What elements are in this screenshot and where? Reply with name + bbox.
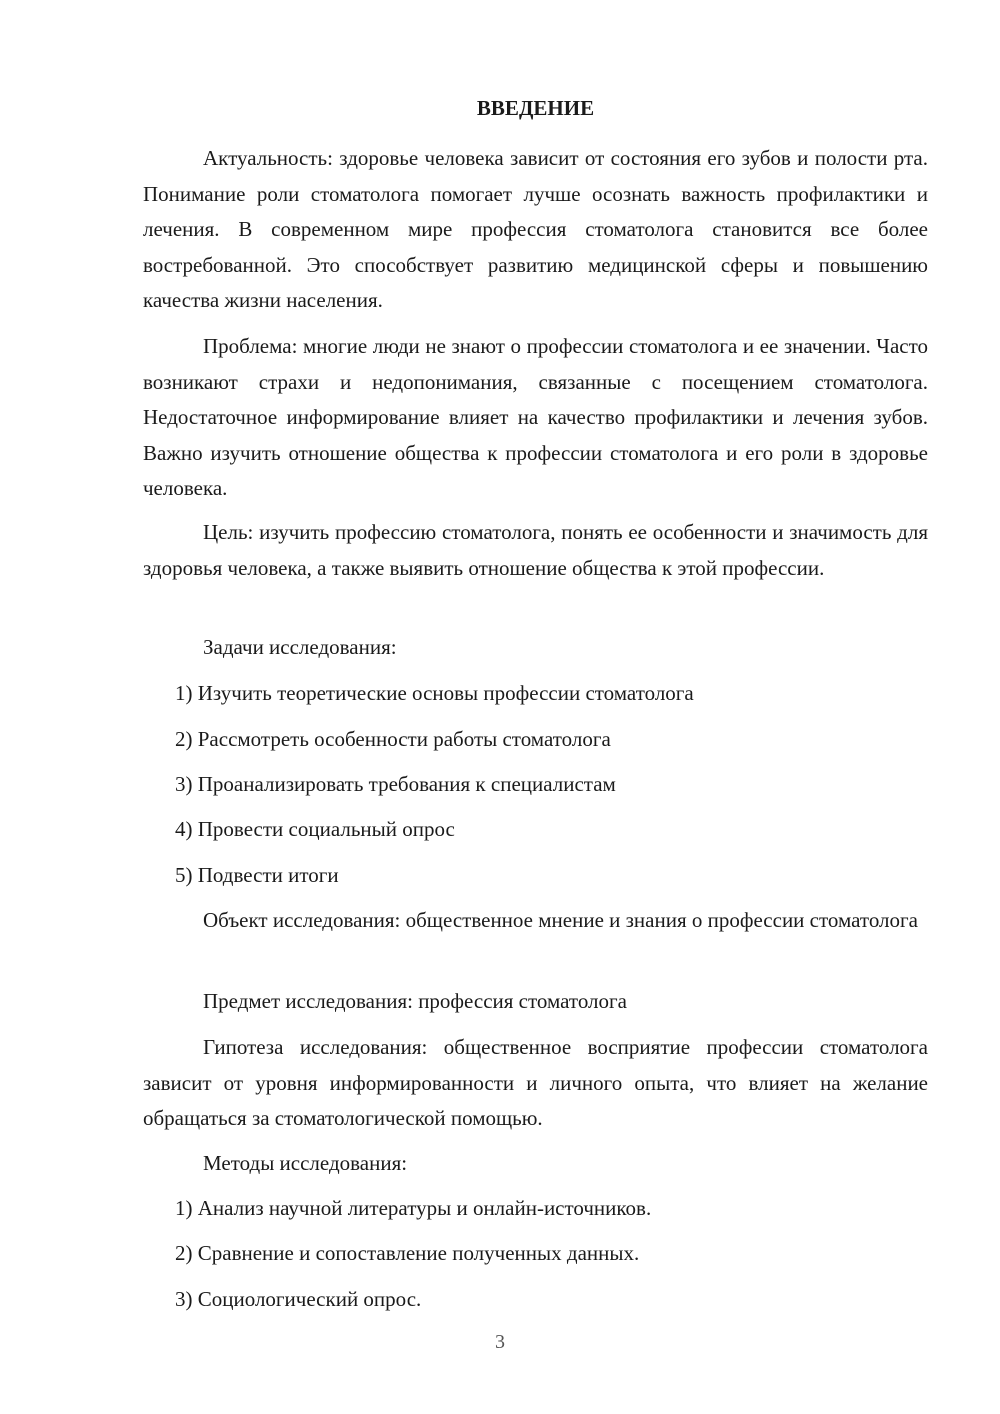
page-number: 3	[495, 1331, 505, 1353]
problem-paragraph: Проблема: многие люди не знают о профессии стоматолога и ее значении. Часто возникают страхи и недопонимания, связанные с посещением стоматолога. Недостаточное информирование влияет на качество профилактики и лечения зубов. Важно изучить отношение общества к профессии стоматолога и его роли в здоровье человека.	[143, 334, 928, 500]
goal-paragraph: Цель: изучить профессию стоматолога, понять ее особенности и значимость для здоровья человека, а также выявить отношение общества к этой профессии.	[143, 520, 928, 580]
method-item: 3) Социологический опрос.	[175, 1287, 422, 1311]
task-item: 3) Проанализировать требования к специалистам	[175, 772, 616, 796]
task-item: 1) Изучить теоретические основы профессии стоматолога	[175, 681, 694, 705]
methods-title: Методы исследования:	[203, 1151, 408, 1175]
task-item: 5) Подвести итоги	[175, 863, 339, 887]
relevance-paragraph: Актуальность: здоровье человека зависит от состояния его зубов и полости рта. Понимание роли стоматолога помогает лучше осознать важность профилактики и лечения. В современном мире профессия стоматолога становится все более востребованной. Это способствует развитию медицинской сферы и повышению качества жизни населения.	[143, 146, 928, 312]
method-item: 2) Сравнение и сопоставление полученных данных.	[175, 1241, 640, 1265]
subject-paragraph: Предмет исследования: профессия стоматолога	[203, 989, 627, 1013]
task-item: 2) Рассмотреть особенности работы стоматолога	[175, 727, 611, 751]
method-item: 1) Анализ научной литературы и онлайн-источников.	[175, 1196, 652, 1220]
task-item: 4) Провести социальный опрос	[175, 817, 455, 841]
hypothesis-paragraph: Гипотеза исследования: общественное восприятие профессии стоматолога зависит от уровня информированности и личного опыта, что влияет на желание обращаться за стоматологической помощью.	[143, 1035, 928, 1130]
tasks-title: Задачи исследования:	[203, 635, 397, 659]
object-paragraph: Объект исследования: общественное мнение и знания о профессии стоматолога	[203, 908, 918, 932]
section-heading: ВВЕДЕНИЕ	[476, 96, 595, 120]
